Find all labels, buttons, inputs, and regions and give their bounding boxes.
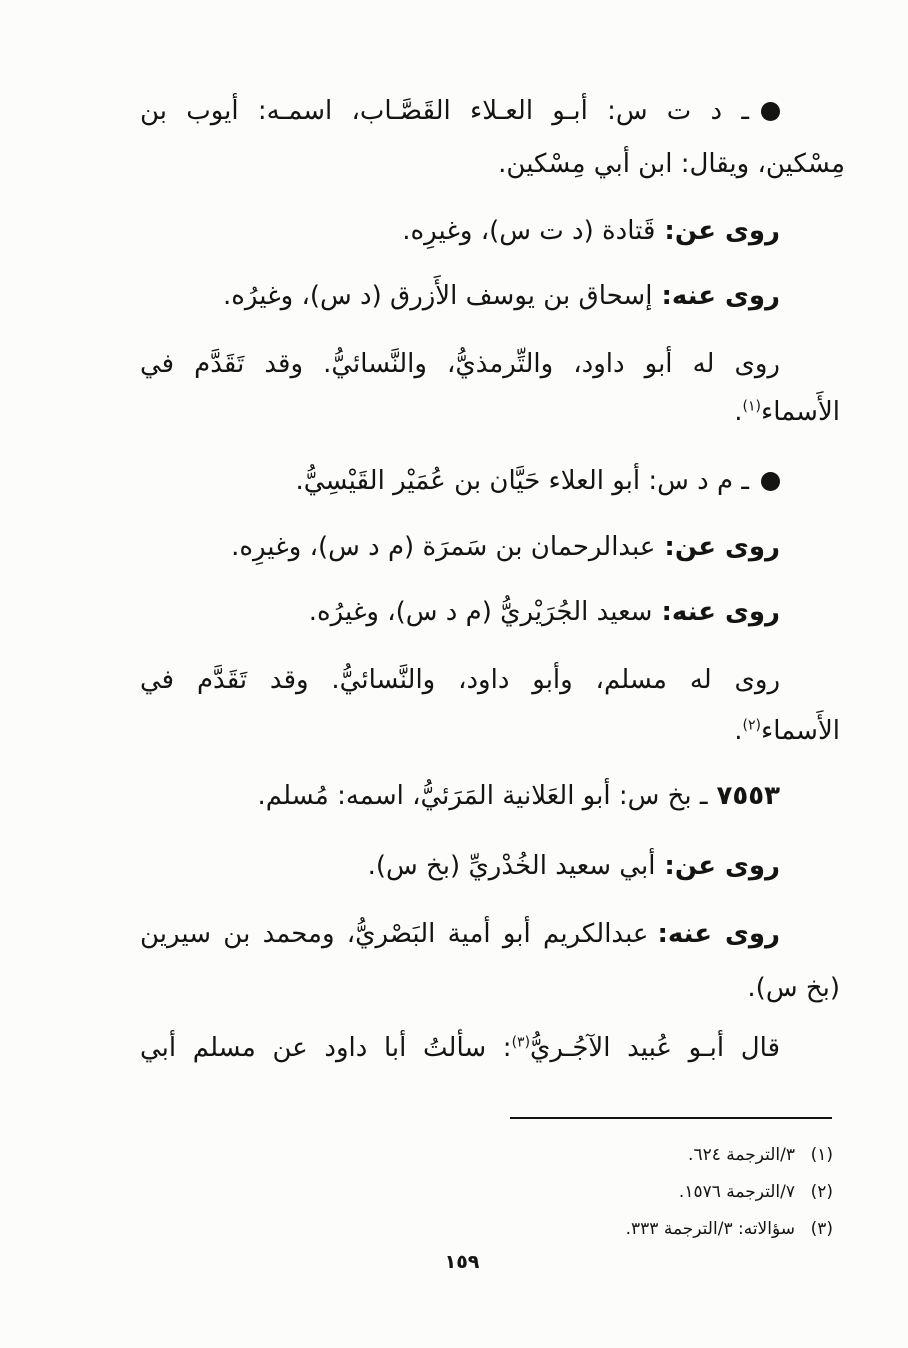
entry-3-quote <box>140 1026 780 1070</box>
narrated-from-label: روى عن: <box>664 851 780 881</box>
footnote-text: ٣/الترجمة ٦٢٤. <box>688 1145 795 1165</box>
narrated-from-text: عبدالرحمان بن سَمرَة (م د س)، وغيرِه. <box>231 532 656 562</box>
quote-start: قال أبـو عُبيد الآجُـريُّ <box>530 1033 780 1063</box>
quote-rest: : سألتُ أبا داود عن مسلم أبي <box>140 1033 512 1063</box>
entry-2-heading-line <box>140 459 780 503</box>
footnote-ref: (١) <box>742 398 761 415</box>
note-end: . <box>734 716 743 746</box>
entry-2-note: روى له مسلم، وأبو داود، والنَّسائيُّ. وقد تَقَدَّم في <box>140 665 780 695</box>
narrated-by-label: روى عنه: <box>661 281 780 311</box>
entry-2-note-continuation <box>140 709 840 753</box>
entry-3-narrated-by-continuation: (بخ س). <box>747 973 840 1003</box>
footnote-ref: (٢) <box>742 717 761 734</box>
narrated-from-label: روى عن: <box>664 532 780 562</box>
entry-3-heading-line <box>140 774 780 818</box>
footnote-text: ٧/الترجمة ١٥٧٦. <box>678 1182 795 1202</box>
note-end: . <box>734 397 743 427</box>
entry-1-narrated-from <box>140 209 780 253</box>
bullet-icon <box>761 102 780 121</box>
footnote-text: سؤالاته: ٣/الترجمة ٣٣٣. <box>625 1219 795 1239</box>
entry-2-narrated-by <box>140 590 780 634</box>
narrated-by-text: عبدالكريم أبو أمية البَصْريُّ، ومحمد بن سيرين <box>140 919 649 949</box>
footnote-number: (١) <box>810 1145 833 1165</box>
entry-2-heading: ـ م د س: أبو العلاء حَيَّان بن عُمَيْر القَيْسِيُّ. <box>295 466 749 496</box>
narrated-by-label: روى عنه: <box>661 597 780 627</box>
entry-1-heading-line <box>140 89 780 133</box>
entry-2-narrated-from <box>140 525 780 569</box>
narrated-from-text: قَتادة (د ت س)، وغيرِه. <box>402 216 656 246</box>
narrated-from-label: روى عن: <box>664 216 780 246</box>
note-continuation-text: الأَسماء <box>760 716 840 746</box>
footnote <box>679 1177 833 1207</box>
footnote-number: (٣) <box>810 1219 833 1239</box>
footnote <box>688 1140 833 1170</box>
entry-number: ٧٥٥٣ <box>716 781 780 811</box>
entry-1-narrated-by <box>140 274 780 318</box>
footnote-ref: (٣) <box>511 1034 531 1051</box>
narrated-by-text: سعيد الجُرَيْريُّ (م د س)، وغيرُه. <box>308 597 653 627</box>
entry-3-heading: ـ بخ س: أبو العَلانية المَرَئيُّ، اسمه: مُسلم. <box>257 781 708 811</box>
narrated-from-text: أبي سعيد الخُدْريِّ (بخ س). <box>367 851 656 881</box>
bullet-icon <box>761 472 780 491</box>
narrated-by-text: إسحاق بن يوسف الأَزرق (د س)، وغيرُه. <box>223 281 653 311</box>
entry-3-narrated-from <box>140 844 780 888</box>
footnote <box>626 1214 833 1244</box>
entry-3-narrated-by <box>140 912 780 956</box>
entry-1-note: روى له أبو داود، والتِّرمذيُّ، والنَّسائيُّ. وقد تَقَدَّم في <box>140 349 780 379</box>
footnote-number: (٢) <box>810 1182 833 1202</box>
note-continuation-text: الأَسماء <box>760 397 840 427</box>
page-number: ١٥٩ <box>444 1251 480 1273</box>
narrated-by-label: روى عنه: <box>657 919 780 949</box>
entry-1-note-continuation <box>140 390 840 434</box>
entry-1-heading-continuation: مِسْكين، ويقال: ابن أبي مِسْكين. <box>498 149 845 179</box>
entry-1-heading: ـ د ت س: أبـو العـلاء القَصَّـاب، اسمـه: أيوب بن <box>140 96 749 126</box>
footnote-divider <box>510 1117 832 1119</box>
